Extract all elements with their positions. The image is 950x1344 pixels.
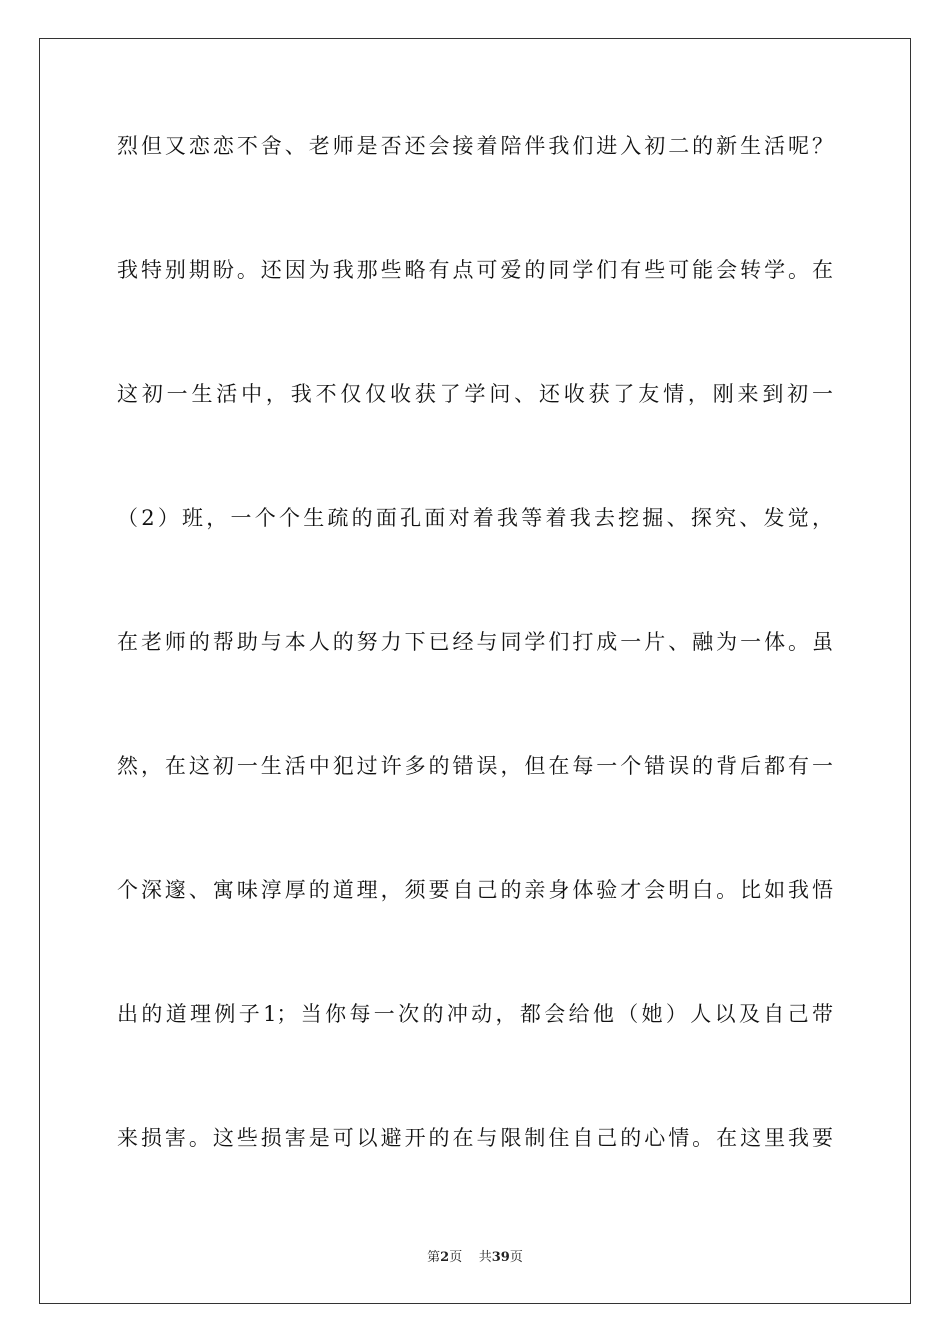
text-line-5: 在老师的帮助与本人的努力下已经与同学们打成一片、融为一体。虽 (117, 630, 833, 654)
text-line-7: 个深邃、寓味淳厚的道理，须要自己的亲身体验才会明白。比如我悟 (117, 878, 833, 902)
page-suffix: 页 (449, 1250, 463, 1265)
page-footer (0, 1246, 950, 1265)
text-line-1: 烈但又恋恋不舍、老师是否还会接着陪伴我们进入初二的新生活呢？ (117, 134, 833, 158)
text-line-6: 然，在这初一生活中犯过许多的错误，但在每一个错误的背后都有一 (117, 754, 833, 778)
total-prefix: 共 (478, 1250, 492, 1265)
page-number: 2 (440, 1250, 450, 1265)
total-suffix: 页 (509, 1250, 523, 1265)
text-line-9: 来损害。这些损害是可以避开的在与限制住自己的心情。在这里我要 (117, 1126, 833, 1150)
total-pages: 39 (491, 1250, 510, 1265)
text-line-8: 出的道理例子1；当你每一次的冲动，都会给他（她）人以及自己带 (117, 1002, 833, 1026)
text-line-3: 这初一生活中，我不仅仅收获了学问、还收获了友情，刚来到初一 (117, 382, 833, 406)
document-body (117, 126, 833, 1242)
page-prefix: 第 (427, 1250, 441, 1265)
text-line-2: 我特别期盼。还因为我那些略有点可爱的同学们有些可能会转学。在 (117, 258, 833, 282)
text-line-4: （2）班，一个个生疏的面孔面对着我等着我去挖掘、探究、发觉， (117, 506, 833, 530)
